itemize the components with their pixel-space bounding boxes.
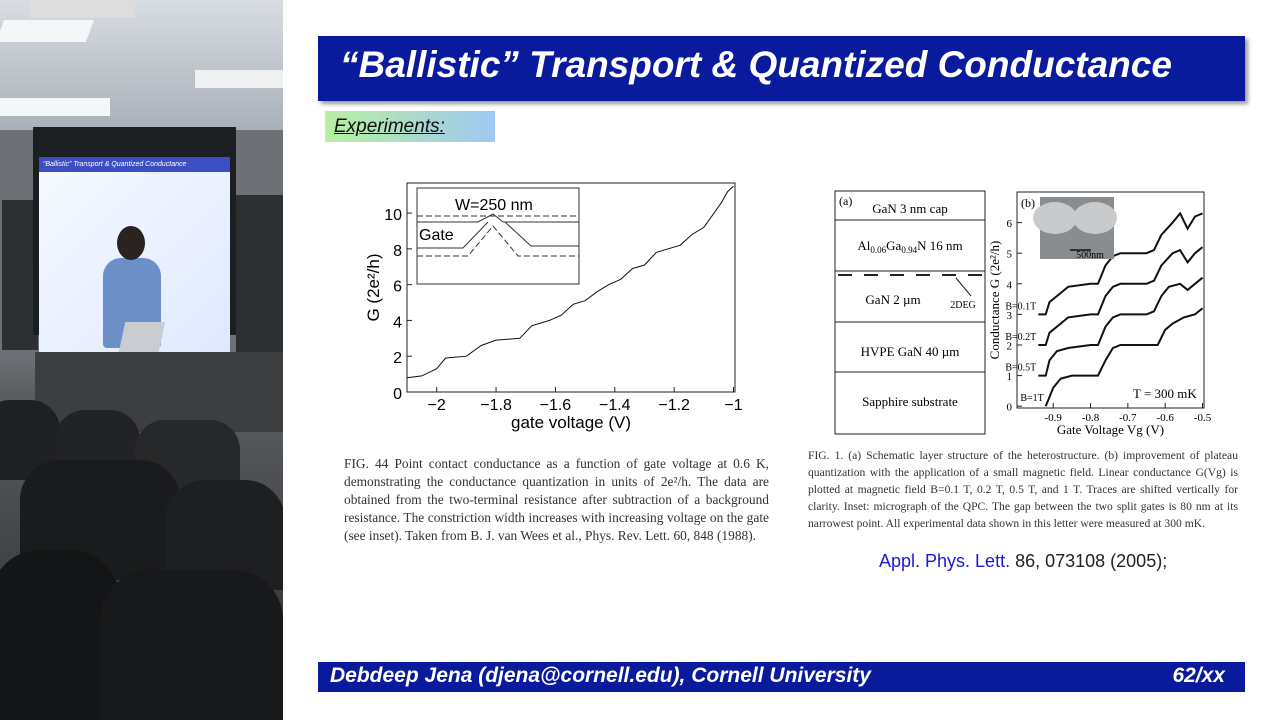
inset-gate-label: Gate <box>419 227 454 244</box>
y-tick-label: 6 <box>393 278 402 296</box>
2deg-label: 2DEG <box>950 300 976 311</box>
series-label: B=1T <box>1020 393 1044 405</box>
reference-journal: Appl. Phys. Lett. <box>879 551 1011 571</box>
layer-label: Sapphire substrate <box>862 394 958 409</box>
y-axis-label: Conductance G (2e²/h) <box>987 240 1002 360</box>
lecture-room-photo <box>0 0 283 720</box>
series-label: B=0.2T <box>1005 331 1037 343</box>
y-tick-label: 4 <box>393 314 402 332</box>
series-label: B=0.1T <box>1005 301 1037 313</box>
x-axis-label: gate voltage (V) <box>510 413 632 432</box>
x-tick-label: −2 <box>427 397 446 414</box>
caption-right: FIG. 1. (a) Schematic layer structure of the heterostructure. (b) improvement of plateau quantization with the application of a small magnetic field. Linear conductance G(Vg) is plotted at magnetic field B=0.1 T, 0.2 T, 0.5 T, and 1 T. Traces are shifted vertically for clarity. Inset: micrograph of the QPC. The gap between the two split gates is 80 nm at its narrowest point. All experimental data shown in this letter were measured at 300 mK. <box>808 449 1238 531</box>
x-tick-label: −1.2 <box>658 397 690 414</box>
figures <box>283 0 1280 720</box>
ceiling-light <box>0 98 110 116</box>
y-tick-label: 0 <box>393 386 402 403</box>
layer-diagram <box>835 191 985 434</box>
layer-label: $Al_{0.06}Ga_{0.94}N$ 16 nm <box>857 238 963 255</box>
caption-left: FIG. 44 Point contact conductance as a function of gate voltage at 0.6 K, demonstrating the conductance quantization in units of 2e²/h. The data are obtained from the two-terminal resistance after subtraction of a background resistance. The constriction width increases with increasing voltage on the gate (see inset). Taken from B. J. van Wees et al., Phys. Rev. Lett. 60, 848 (1988). <box>344 456 769 543</box>
y-tick-label: 2 <box>393 350 402 368</box>
projector <box>30 0 135 18</box>
x-tick-label: −1.8 <box>480 397 512 414</box>
x-tick-label: -0.6 <box>1156 412 1174 424</box>
lecturer-head <box>117 226 145 260</box>
x-tick-label: −1 <box>724 397 743 414</box>
ceiling-light <box>195 70 283 88</box>
slide-footer <box>318 662 1245 692</box>
x-tick-label: -0.7 <box>1119 412 1137 424</box>
x-tick-label: -0.5 <box>1193 412 1212 424</box>
y-tick-label: 0 <box>1006 401 1012 414</box>
layer-label: HVPE GaN 40 µm <box>860 344 960 359</box>
y-tick-label: 8 <box>393 242 402 260</box>
layer-label: GaN 2 µm <box>865 292 921 307</box>
y-tick-label: 4 <box>1006 279 1012 292</box>
inset-width-label: W=250 nm <box>455 197 533 214</box>
page-number: 62/xx <box>1172 664 1225 687</box>
seat <box>100 570 283 720</box>
x-tick-label: −1.6 <box>539 397 572 414</box>
y-axis-label: G (2e²/h) <box>364 253 383 322</box>
y-tick-label: 2 <box>1006 340 1012 353</box>
inset-scale-label: 500nm <box>1076 250 1104 261</box>
slide <box>283 0 1280 720</box>
x-tick-label: −1.4 <box>598 397 631 414</box>
section-label: Experiments: <box>325 111 495 142</box>
inset-left <box>417 188 579 284</box>
series-line <box>1038 247 1202 345</box>
laptop <box>119 322 165 352</box>
y-tick-label: 6 <box>1006 218 1012 231</box>
ceiling-light <box>0 20 94 42</box>
layer-label: GaN 3 nm cap <box>872 201 948 216</box>
y-tick-label: 3 <box>1006 309 1012 322</box>
projected-title: “Ballistic” Transport & Quantized Conductance <box>39 157 230 172</box>
y-tick-label: 5 <box>1006 248 1012 261</box>
footer-author: Debdeep Jena (djena@cornell.edu), Cornell University <box>330 664 871 687</box>
panel-a-label: (a) <box>839 194 853 208</box>
chalkboard <box>236 195 283 355</box>
reference <box>879 551 1167 572</box>
panel-b-label: (b) <box>1021 196 1035 210</box>
temperature-label: T = 300 mK <box>1133 386 1197 401</box>
x-tick-label: -0.8 <box>1081 412 1100 424</box>
x-axis-label: Gate Voltage Vg (V) <box>1056 422 1165 437</box>
reference-citation: 86, 073108 (2005); <box>1010 551 1168 571</box>
x-tick-label: -0.9 <box>1044 412 1062 424</box>
y-tick-label: 1 <box>1006 371 1012 384</box>
series-label: B=0.5T <box>1005 362 1037 374</box>
y-tick-label: 10 <box>384 207 402 225</box>
slide-title: “Ballistic” Transport & Quantized Conductance <box>318 36 1245 101</box>
